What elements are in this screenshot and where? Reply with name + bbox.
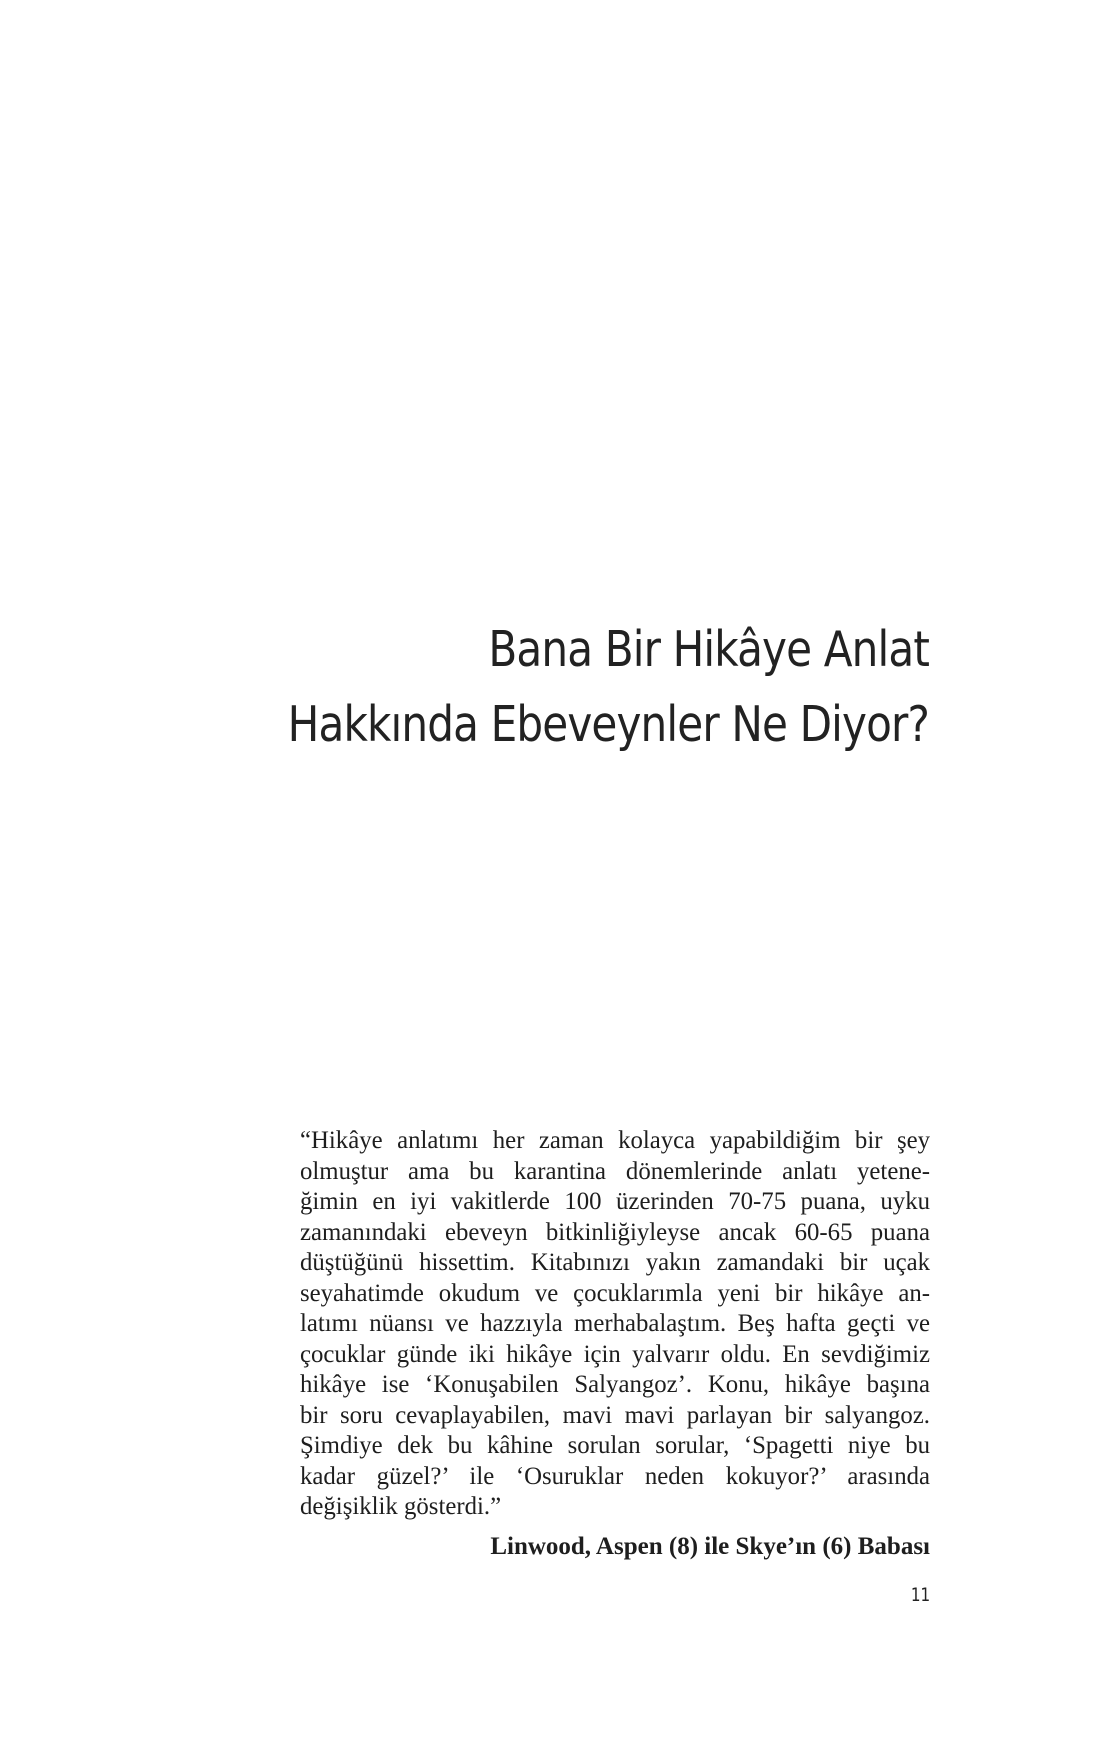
page-number: 11 [910,1584,930,1606]
chapter-title-line-2: Hakkında Ebeveynler Ne Diyor? [287,696,929,753]
quote-attribution: Linwood, Aspen (8) ile Skye’ın (6) Babası [490,1533,930,1560]
quote-line: seyahatimde okudum ve çocuklarımla yeni bir hikâye an- [300,1279,930,1307]
quote-line: zamanındaki ebeveyn bitkinliğiyleyse ancak 60-65 puana [300,1218,930,1246]
quote-line: kadar güzel?’ ile ‘Osuruklar neden kokuyor?’ arasında [300,1462,930,1490]
quote-line: değişiklik gösterdi.” [300,1493,502,1520]
parent-testimonial-quote [300,1126,930,1523]
quote-line: düştüğünü hissettim. Kitabınızı yakın zamandaki bir uçak [300,1249,930,1276]
quote-line: ğimin en iyi vakitlerde 100 üzerinden 70-75 puana, uyku [300,1188,930,1215]
quote-line: latımı nüansı ve hazzıyla merhabalaştım. Beş hafta geçti ve [300,1310,930,1337]
chapter-title-line-1: Bana Bir Hikâye Anlat [488,621,929,678]
quote-line: bir soru cevaplayabilen, mavi mavi parlayan bir salyangoz. [300,1401,930,1429]
quote-line: çocuklar günde iki hikâye için yalvarır oldu. En sevdiğimiz [300,1340,930,1368]
quote-line: olmuştur ama bu karantina dönemlerinde anlatı yetene- [300,1157,930,1185]
quote-line: hikâye ise ‘Konuşabilen Salyangoz’. Konu, hikâye başına [300,1371,930,1398]
quote-line: “Hikâye anlatımı her zaman kolayca yapabildiğim bir şey [300,1127,930,1154]
chapter-title [169,612,929,762]
quote-line: Şimdiye dek bu kâhine sorulan sorular, ‘Spagetti niye bu [300,1432,930,1459]
